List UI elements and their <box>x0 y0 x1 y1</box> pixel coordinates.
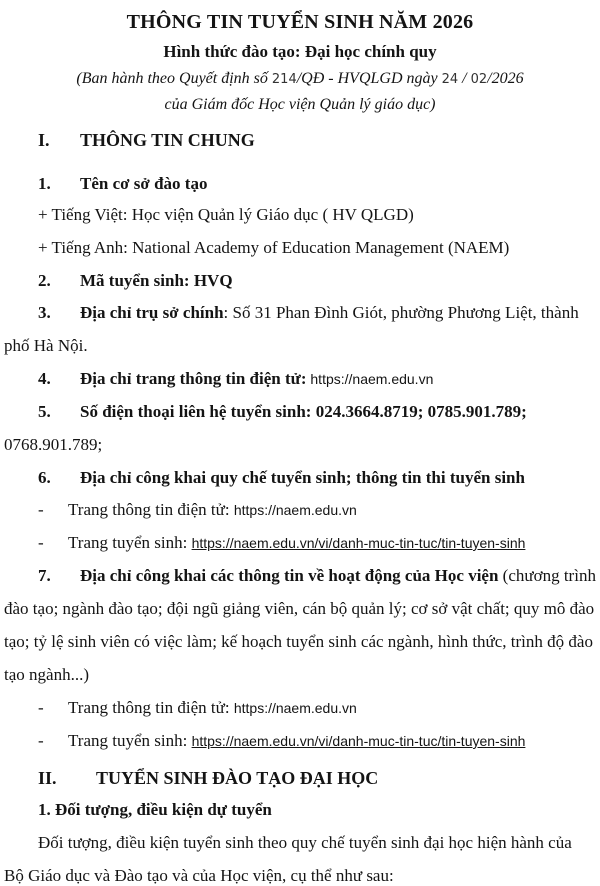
bullet-label: Trang tuyển sinh: <box>68 533 192 552</box>
bullet-dash: - <box>38 698 44 717</box>
item-7-number: 7. <box>38 566 51 585</box>
decision-year: /2026 <box>487 70 524 87</box>
website-link[interactable]: https://naem.edu.vn <box>233 700 357 716</box>
item-7-bullet-website <box>38 698 357 718</box>
item-5-number: 5. <box>38 402 51 421</box>
item-6-label: Địa chỉ công khai quy chế tuyển sinh; thông tin thi tuyển sinh <box>80 468 525 487</box>
item-5 <box>38 402 527 422</box>
subsection-1-text: Đối tượng, điều kiện tuyển sinh theo quy chế tuyển sinh đại học hiện hành của <box>38 833 572 852</box>
item-4-number: 4. <box>38 369 51 388</box>
phone-numbers-cont: 0768.901.789; <box>4 435 103 454</box>
bullet-dash: - <box>38 500 44 519</box>
section-2-heading <box>38 768 378 789</box>
item-1-heading <box>38 174 207 194</box>
section-2-number: II. <box>38 768 57 788</box>
subsection-1-text-cont: Bộ Giáo dục và Đào tạo và của Học viện, cụ thể như sau: <box>4 866 394 885</box>
item-1-label: Tên cơ sở đào tạo <box>80 174 208 193</box>
item-1-number: 1. <box>38 174 51 193</box>
item-7-bullet-admissions <box>38 731 525 751</box>
item-4 <box>38 369 433 389</box>
decision-month: 02 <box>470 72 488 87</box>
item-2-number: 2. <box>38 271 51 290</box>
document-subtitle: Hình thức đào tạo: Đại học chính quy <box>163 42 437 61</box>
item-7-value-line-3: tạo; tỷ lệ sinh viên có việc làm; kế hoạch tuyển sinh các ngành, hình thức, trình độ đào <box>4 632 593 651</box>
bullet-label: Trang thông tin điện tử: <box>68 500 234 519</box>
decision-prefix: (Ban hành theo Quyết định số <box>76 70 272 87</box>
item-3-label: Địa chỉ trụ sở chính <box>80 303 224 322</box>
document-title: THÔNG TIN TUYỂN SINH NĂM 2026 <box>126 11 474 33</box>
institution-name-vietnamese: + Tiếng Việt: Học viện Quản lý Giáo dục ( HV QLGD) <box>38 205 414 224</box>
item-7-value-line-4: tạo ngành...) <box>4 665 89 684</box>
website-url[interactable]: https://naem.edu.vn <box>306 371 434 387</box>
bullet-label: Trang tuyển sinh: <box>68 731 192 750</box>
item-3 <box>38 303 579 323</box>
bullet-dash: - <box>38 731 44 750</box>
item-4-label: Địa chỉ trang thông tin điện tử: <box>80 369 307 388</box>
item-6-heading <box>38 468 525 488</box>
item-7-value: (chương trình <box>498 566 596 585</box>
decision-mid: /QĐ - HVQLGD ngày <box>296 70 442 87</box>
item-2-label: Mã tuyển sinh: HVQ <box>80 271 233 290</box>
section-1-title: THÔNG TIN CHUNG <box>80 130 255 150</box>
item-6-number: 6. <box>38 468 51 487</box>
section-1-number: I. <box>38 130 50 150</box>
decision-line <box>0 69 600 90</box>
item-2 <box>38 271 233 291</box>
decision-sep: / <box>458 70 471 87</box>
item-6-bullet-website <box>38 500 357 520</box>
bullet-label: Trang thông tin điện tử: <box>68 698 234 717</box>
admissions-link[interactable]: https://naem.edu.vn/vi/danh-muc-tin-tuc/tin-tuyen-sinh <box>191 535 526 551</box>
item-6-bullet-admissions <box>38 533 525 553</box>
decision-number: 214 <box>271 72 297 87</box>
item-3-number: 3. <box>38 303 51 322</box>
item-5-label: Số điện thoại liên hệ tuyển sinh: <box>80 402 312 421</box>
website-link[interactable]: https://naem.edu.vn <box>233 502 357 518</box>
phone-numbers: 024.3664.8719; 0785.901.789; <box>311 402 527 421</box>
bullet-dash: - <box>38 533 44 552</box>
decision-line-2: của Giám đốc Học viện Quản lý giáo dục) <box>164 96 436 113</box>
item-7-value-line-2: đào tạo; ngành đào tạo; đội ngũ giảng viên, cán bộ quản lý; cơ sở vật chất; quy mô đào <box>4 599 595 618</box>
item-7-label: Địa chỉ công khai các thông tin về hoạt động của Học viện <box>80 566 499 585</box>
decision-day: 24 <box>441 72 459 87</box>
section-1-heading <box>38 130 255 151</box>
admissions-link[interactable]: https://naem.edu.vn/vi/danh-muc-tin-tuc/tin-tuyen-sinh <box>191 733 526 749</box>
item-7-heading <box>38 566 596 586</box>
institution-name-english: + Tiếng Anh: National Academy of Education Management (NAEM) <box>38 238 510 257</box>
item-3-value-cont: phố Hà Nội. <box>4 336 88 355</box>
section-2-title: TUYỂN SINH ĐÀO TẠO ĐẠI HỌC <box>96 768 379 788</box>
item-3-value: : Số 31 Phan Đình Giót, phường Phương Liệt, thành <box>223 303 579 322</box>
subsection-1-heading: 1. Đối tượng, điều kiện dự tuyển <box>38 800 272 819</box>
